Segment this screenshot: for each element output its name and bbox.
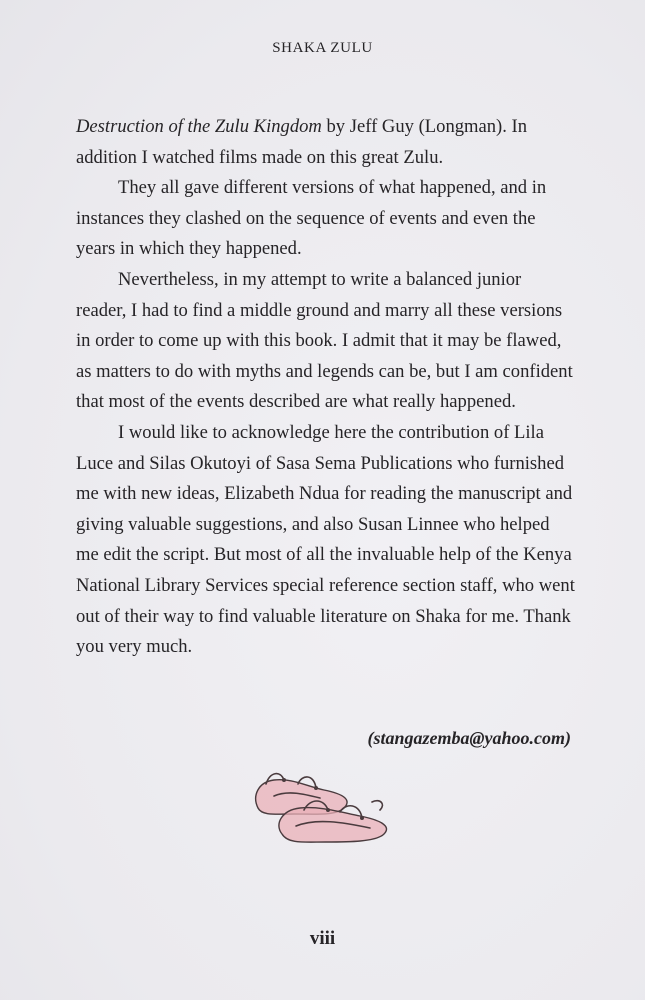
paragraph-1-text: by Jeff Guy (Longman). In addition I watched films made on this great Zulu. — [76, 116, 528, 168]
book-title: Destruction of the Zulu Kingdom — [76, 116, 322, 137]
right-sandal — [279, 808, 387, 843]
paragraph-3: Nevertheless, in my attempt to write a balanced junior reader, I had to find a middle ground and marry all these versions in order to come up with this book. I admit that it may be flawed, as matters to do with myths and legends can be, but I am confident that most of the events described are what really happened. — [76, 268, 573, 413]
lace-end — [372, 801, 382, 810]
body-text — [76, 112, 576, 663]
sandals-illustration — [244, 768, 400, 854]
paragraph-1 — [76, 112, 576, 173]
paragraph-4: I would like to acknowledge here the contribution of Lila Luce and Silas Okutoyi of Sasa Sema Publications who furnished me with new ideas, Elizabeth Ndua for reading the manuscript and giving valuable suggestions, and also Susan Linnee who helped me edit the script. But most of all the invaluable help of the Kenya National Library Services special reference section staff, who went out of their way to find valuable literature on Shaka for me. Thank you very much. — [76, 421, 575, 658]
running-head: SHAKA ZULU — [272, 40, 373, 56]
page-number: viii — [309, 928, 336, 949]
paragraph-2: They all gave different versions of what happened, and in instances they clashed on the sequence of events and even the years in which they happened. — [76, 177, 547, 260]
author-email: (stangazemba@yahoo.com) — [367, 728, 571, 748]
